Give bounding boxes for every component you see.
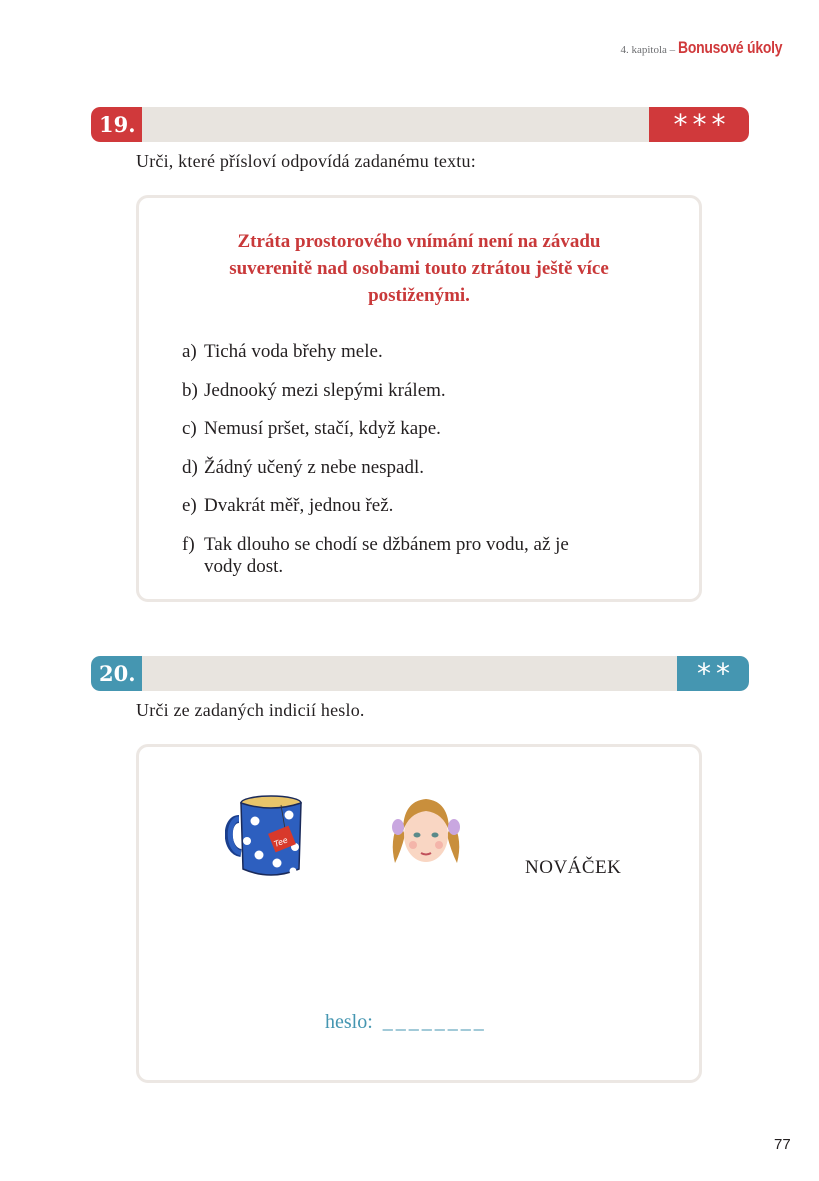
option-letter: a) — [182, 341, 197, 362]
answer-row — [325, 1011, 487, 1034]
option-text: Tichá voda břehy mele. — [204, 341, 383, 362]
option-text: Nemusí pršet, stačí, když kape. — [204, 418, 441, 439]
running-head — [620, 38, 783, 58]
task-20-number: 20. — [91, 656, 142, 691]
proverb-paraphrase — [179, 228, 659, 309]
option-text: Žádný učený z nebe nespadl. — [204, 456, 424, 478]
answer-label: heslo: — [325, 1011, 373, 1033]
quote-line: Ztráta prostorového vnímání není na závadu — [237, 231, 601, 252]
option-text: Dvakrát měř, jednou řež. — [204, 495, 394, 516]
option-text: Tak dlouho se chodí se džbánem pro vodu, až je vody dost. — [204, 533, 569, 577]
task-20-header-bar — [91, 656, 749, 691]
difficulty-stars-icon: *** — [649, 107, 749, 142]
task-19-number: 19. — [91, 107, 142, 142]
quote-line: postiženými. — [368, 285, 470, 306]
task-19-panel — [136, 195, 702, 602]
option-letter: c) — [182, 418, 197, 439]
option-e[interactable] — [182, 495, 582, 517]
options-list — [182, 341, 582, 594]
svg-text:Tee: Tee — [272, 835, 290, 849]
task-19-header-bar — [91, 107, 749, 142]
girl-face-icon — [385, 791, 467, 873]
quote-line: suverenitě nad osobami touto ztrátou ještě více — [229, 258, 609, 279]
option-b[interactable] — [182, 380, 582, 402]
option-f[interactable] — [182, 534, 582, 578]
difficulty-stars-icon: ** — [677, 656, 749, 691]
option-letter: d) — [182, 456, 198, 478]
chapter-label: 4. kapitola – — [620, 44, 678, 56]
option-text: Jednooký mezi slepými králem. — [204, 379, 446, 401]
mug-of-tea-icon — [225, 789, 305, 881]
task-20-panel — [136, 744, 702, 1083]
option-letter: b) — [182, 379, 198, 401]
task-20-instruction: Urči ze zadaných indicií heslo. — [136, 700, 365, 720]
option-a[interactable] — [182, 341, 582, 363]
option-letter: f) — [182, 533, 195, 555]
clue-word: NOVÁČEK — [525, 857, 622, 878]
task-19-instruction: Urči, které přísloví odpovídá zadanému textu: — [136, 151, 476, 171]
page-number: 77 — [774, 1136, 791, 1153]
option-c[interactable] — [182, 418, 582, 440]
answer-blank-field[interactable]: ________ — [382, 1011, 487, 1033]
option-letter: e) — [182, 495, 197, 516]
chapter-title: Bonusové úkoly — [677, 38, 783, 57]
option-d[interactable] — [182, 457, 582, 479]
